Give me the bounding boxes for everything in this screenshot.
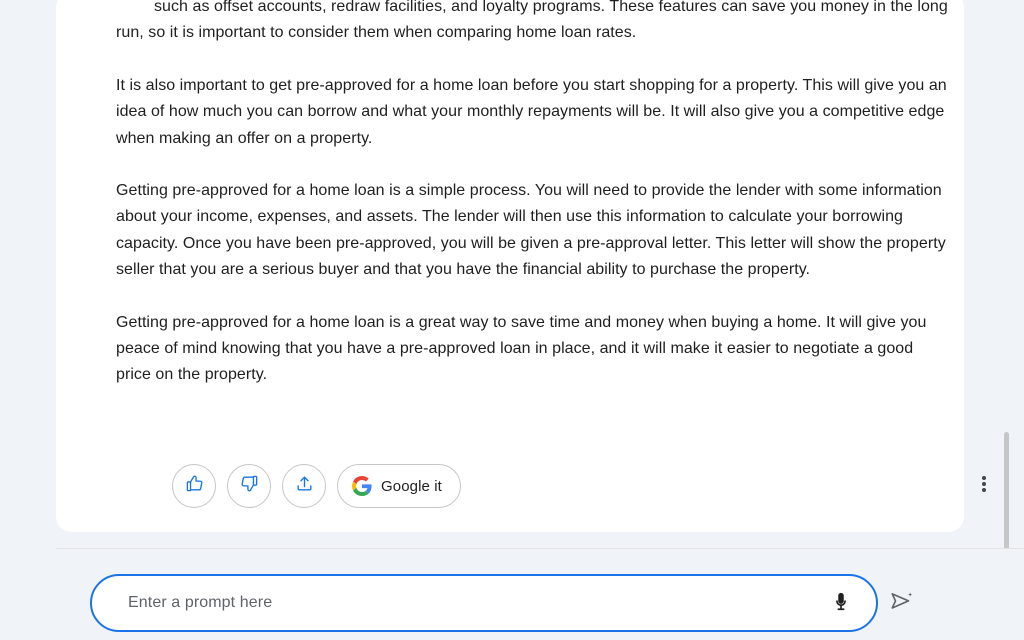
thumbs-up-icon (185, 474, 204, 498)
send-sparkle-icon (889, 589, 915, 620)
send-button[interactable] (886, 588, 918, 620)
response-actions-toolbar (172, 464, 461, 508)
response-text-body (116, 0, 948, 415)
page-scrollbar[interactable] (1010, 0, 1018, 640)
google-it-label: Google it (381, 477, 442, 495)
response-paragraph: Getting pre-approved for a home loan is a simple process. You will need to provide the lender with some information about your income, expenses, and assets. The lender will then use this information to calculate your borrowing capacity. Once you have been pre-approved, you will be given a pre-approval letter. This letter will show the property seller that you are a serious buyer and that you have the financial ability to purchase the property. (116, 182, 946, 279)
response-paragraph: Getting pre-approved for a home loan is a great way to save time and money when buying a home. It will give you peace of mind knowing that you have a pre-approved loan in place, and it will make it easier to negotiate a good price on the property. (116, 313, 927, 384)
prompt-input[interactable] (126, 593, 810, 613)
microphone-icon (830, 591, 852, 618)
google-it-button[interactable] (337, 464, 461, 508)
share-upload-icon (295, 474, 314, 498)
more-vertical-icon (982, 474, 986, 494)
more-options-button[interactable] (964, 462, 1004, 506)
scrollbar-thumb[interactable] (1004, 432, 1009, 552)
response-paragraph: It is also important to get pre-approved for a home loan before you start shopping for a property. This will give you an idea of how much you can borrow and what your monthly repayments will be. It will also give you a competitive edge when making an offer on a property. (116, 76, 947, 147)
share-button[interactable] (282, 464, 326, 508)
response-card (56, 0, 964, 532)
microphone-button[interactable] (826, 589, 856, 619)
divider (56, 548, 1024, 549)
prompt-input-container[interactable] (90, 574, 878, 632)
google-g-icon (352, 476, 372, 496)
thumbs-up-button[interactable] (172, 464, 216, 508)
response-paragraph: such as offset accounts, redraw facilities, and loyalty programs. These features can save you money in the long run, so it is important to consider them when comparing home loan rates. (116, 0, 948, 42)
thumbs-down-icon (240, 474, 259, 498)
thumbs-down-button[interactable] (227, 464, 271, 508)
